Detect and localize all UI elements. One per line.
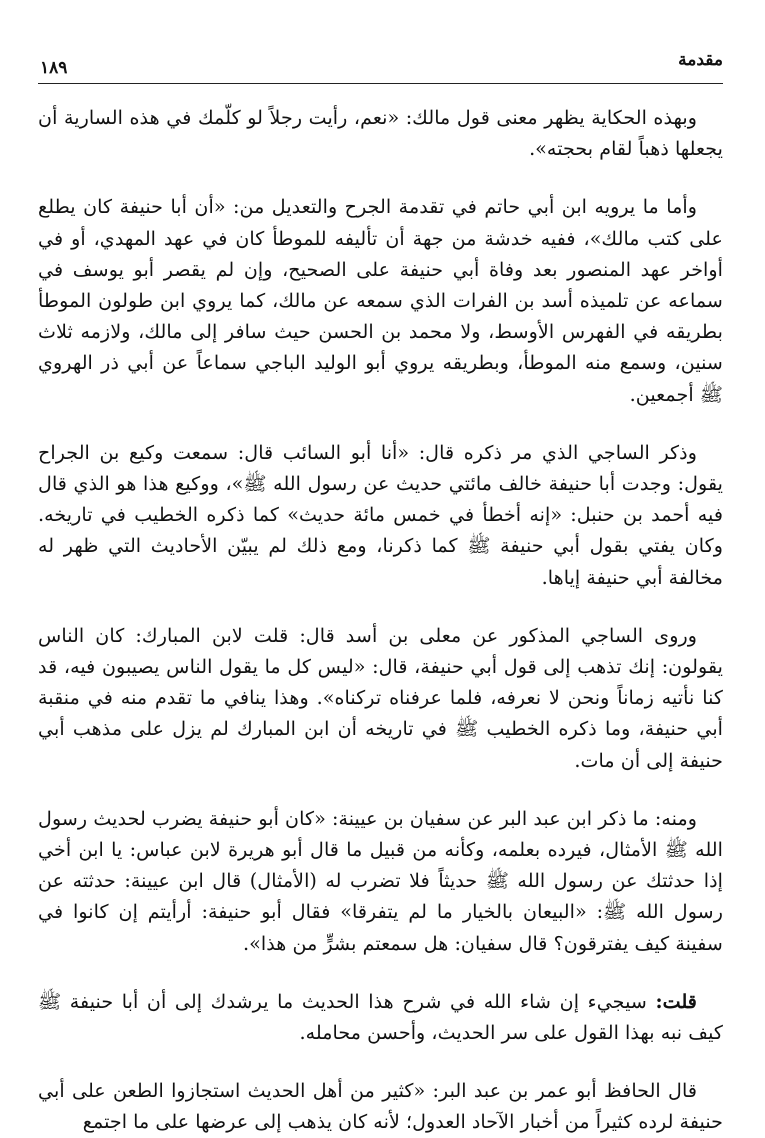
header-divider <box>38 83 723 84</box>
chapter-title: مقدمة <box>678 50 723 70</box>
paragraph: وروى الساجي المذكور عن معلى بن أسد قال: قلت لابن المبارك: كان الناس يقولون: إنك تذهب إلى قول أبي حنيفة، قال: «ليس كل ما يقول الناس يصيبون فيه، قد كنا نأتيه زماناً ونحن لا نعرفه، فلما عرفناه تركناه». وهذا ينافي ما تقدم منه في منقبة أبي حنيفة، وما ذكره الخطيب ﷺ في تاريخه أن ابن المبارك لم يزل على مذهب أبي حنيفة إلى أن مات. <box>38 623 723 772</box>
bold-lead: قلت: <box>655 989 697 1013</box>
paragraph-text: سيجيء إن شاء الله في شرح هذا الحديث ما يرشدك إلى أن أبا حنيفة ﷺ كيف نبه بهذا القول على سر الحديث، وأحسن محامله. <box>38 989 723 1045</box>
paragraph: وذكر الساجي الذي مر ذكره قال: «أنا أبو السائب قال: سمعت وكيع بن الجراح يقول: وجدت أبا حنيفة خالف مائتي حديث عن رسول الله ﷺ»، ووكيع هذا هو الذي قال فيه أحمد بن حنبل: «إنه أخطأ في خمس مائة حديث» كما ذكره الخطيب في تاريخه. وكان يفتي بقول أبي حنيفة ﷺ كما ذكرنا، ومع ذلك لم يبيّن الأحاديث التي ظهر له مخالفة أبي حنيفة إياها. <box>38 440 723 589</box>
paragraph: وأما ما يرويه ابن أبي حاتم في تقدمة الجرح والتعديل من: «أن أبا حنيفة كان يطلع على كتب مالك»، ففيه خدشة من جهة أن تأليفه للموطأ كان في عهد المهدي، أو في أواخر عهد المنصور بعد وفاة أبي حنيفة على الصحيح، وإن لم يقصر أبو يوسف في سماعه عن تلميذه أسد بن الفرات الذي سمعه عن مالك، كما يروي ابن طولون الموطأ بطريقه في الفهرس الأوسط، ولا محمد بن الحسن حيث سافر إلى مالك، ولازمه ثلاث سنين، وسمع منه الموطأ، وبطريقه يروي أبو الوليد الباجي سماعاً عن أبي ذر الهروي ﷺ أجمعين. <box>38 195 723 406</box>
paragraph: وبهذه الحكاية يظهر معنى قول مالك: «نعم، رأيت رجلاً لو كلّمك في هذه السارية أن يجعلها ذهباً لقام بحجته». <box>38 106 723 161</box>
paragraph: ومنه: ما ذكر ابن عبد البر عن سفيان بن عيينة: «كان أبو حنيفة يضرب لحديث رسول الله ﷺ الأمثال، فيرده بعلمه، وكأنه من قبيل ما قال أبو هريرة لابن عباس: يا ابن أخي إذا حدثتك عن رسول الله ﷺ حديثاً فلا تضرب له (الأمثال) قال ابن عيينة: حدثته عن رسول الله ﷺ: «البيعان بالخيار ما لم يتفرقا» فقال أبو حنيفة: أرأيتم إن كانوا في سفينة كيف يفترقون؟ قال سفيان: هل سمعتم بشرٍّ من هذا». <box>38 806 723 955</box>
paragraph: قال الحافظ أبو عمر بن عبد البر: «كثير من أهل الحديث استجازوا الطعن على أبي حنيفة لرده كثيراً من أخبار الآحاد العدول؛ لأنه كان يذهب إلى عرضها على ما اجتمع <box>38 1079 723 1134</box>
page-number: ١٨٩ <box>40 58 68 78</box>
page-header <box>38 0 723 78</box>
paragraph <box>38 986 723 1048</box>
page-body <box>38 74 723 1138</box>
